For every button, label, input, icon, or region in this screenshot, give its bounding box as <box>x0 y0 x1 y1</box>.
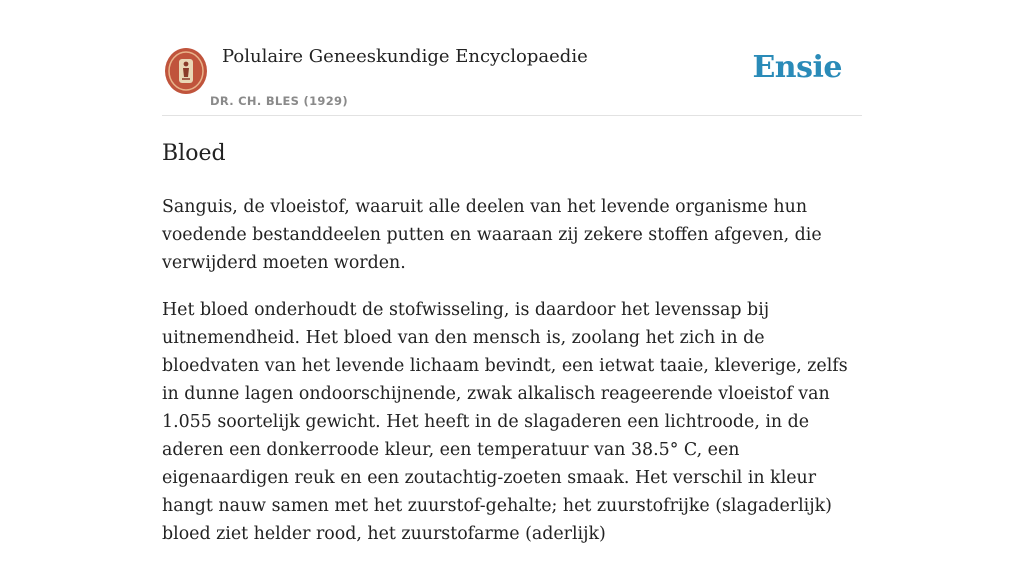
header <box>162 0 862 116</box>
article-body <box>162 193 862 567</box>
book-author: DR. CH. BLES (1929) <box>210 94 348 108</box>
article-title: Bloed <box>162 141 226 166</box>
book-title[interactable]: Polulaire Geneeskundige Encyclopaedie <box>222 46 588 67</box>
content-container <box>162 0 862 544</box>
brand-logo[interactable]: Ensie <box>752 50 842 85</box>
article-paragraph: Sanguis, de vloeistof, waaruit alle deelen van het levende organisme hun voedende bestanddeelen putten en waaraan zij zekere stoffen afgeven, die verwijderd moeten worden. <box>162 197 822 273</box>
article-paragraph: Het bloed onderhoudt de stofwisseling, is daardoor het levenssap bij uitnemendheid. Het bloed van den mensch is, zoolang het zich in de bloedvaten van het levende lichaam bevindt, een ietwat taaie, kleverige, zelfs in dunne lagen ondoorschijnende, zwak alkalisch reageerende vloeistof van 1.055 soortelijk gewicht. Het heeft in de slagaderen een lichtroode, in de aderen een donkerroode kleur, een temperatuur van 38.5° C, een eigenaardigen reuk en een zoutachtig-zoeten smaak. Het verschil in kleur hangt nauw samen met het zuurstof-gehalte; het zuurstofrijke (slagaderlijk) bloed ziet helder rood, het zuurstofarme (aderlijk) <box>162 300 848 544</box>
book-cover-icon[interactable] <box>164 47 208 95</box>
